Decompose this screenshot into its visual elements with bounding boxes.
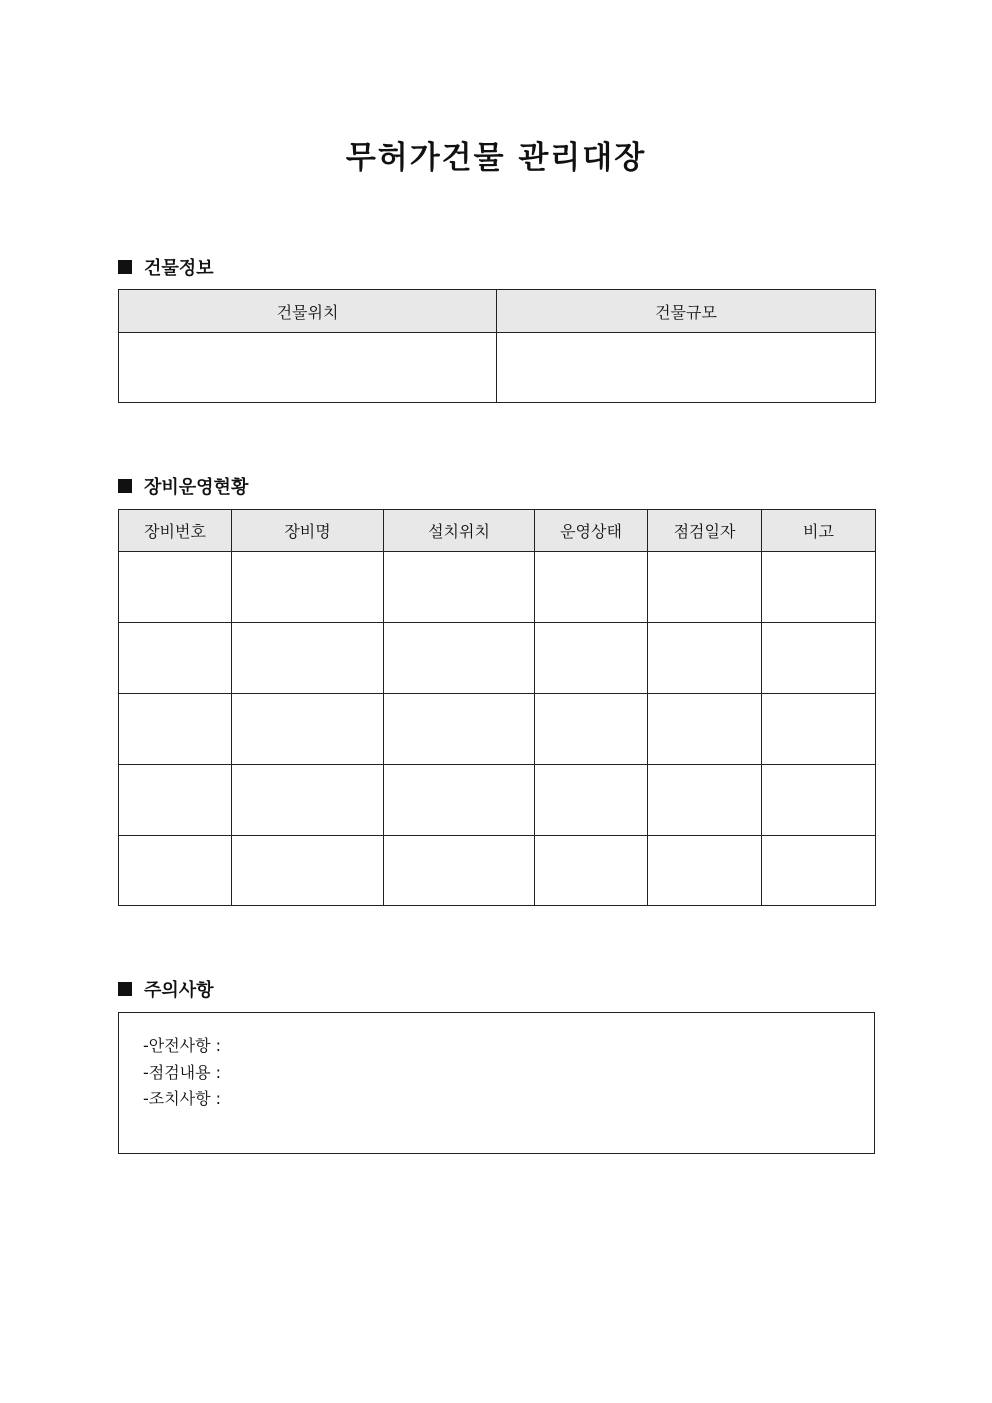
- table-cell[interactable]: [535, 623, 648, 694]
- header-building-scale: 건물규모: [497, 290, 876, 333]
- table-cell[interactable]: [119, 694, 232, 765]
- table-cell[interactable]: [762, 694, 876, 765]
- table-cell[interactable]: [232, 694, 384, 765]
- table-cell[interactable]: [648, 552, 762, 623]
- square-bullet-icon: [118, 260, 132, 274]
- notes-box[interactable]: [118, 1012, 875, 1154]
- table-cell[interactable]: [762, 623, 876, 694]
- table-row: [119, 552, 876, 623]
- header-equipment-number: 장비번호: [119, 510, 232, 552]
- table-row: [119, 836, 876, 906]
- header-operation-status: 운영상태: [535, 510, 648, 552]
- section-heading-notes: [118, 976, 214, 1002]
- table-cell[interactable]: [384, 836, 535, 906]
- square-bullet-icon: [118, 982, 132, 996]
- table-cell[interactable]: [762, 765, 876, 836]
- header-install-location: 설치위치: [384, 510, 535, 552]
- table-row: [119, 694, 876, 765]
- section-heading-label: 주의사항: [144, 980, 214, 1001]
- note-action: -조치사항 :: [143, 1089, 222, 1108]
- table-row: [119, 623, 876, 694]
- header-building-location: 건물위치: [119, 290, 497, 333]
- table-cell[interactable]: [384, 623, 535, 694]
- table-cell[interactable]: [535, 694, 648, 765]
- table-cell[interactable]: [119, 623, 232, 694]
- table-cell[interactable]: [232, 552, 384, 623]
- table-cell[interactable]: [648, 836, 762, 906]
- table-cell[interactable]: [648, 765, 762, 836]
- section-heading-label: 건물정보: [144, 258, 214, 279]
- table-cell[interactable]: [535, 552, 648, 623]
- table-cell[interactable]: [535, 765, 648, 836]
- table-cell[interactable]: [119, 836, 232, 906]
- square-bullet-icon: [118, 479, 132, 493]
- table-cell[interactable]: [648, 694, 762, 765]
- building-location-cell[interactable]: [119, 333, 497, 403]
- header-inspection-date: 점검일자: [648, 510, 762, 552]
- section-heading-building-info: [118, 254, 214, 280]
- table-cell[interactable]: [119, 552, 232, 623]
- table-cell[interactable]: [762, 552, 876, 623]
- table-cell[interactable]: [119, 765, 232, 836]
- table-cell[interactable]: [384, 765, 535, 836]
- table-cell[interactable]: [648, 623, 762, 694]
- table-cell[interactable]: [535, 836, 648, 906]
- table-cell[interactable]: [232, 765, 384, 836]
- header-equipment-name: 장비명: [232, 510, 384, 552]
- section-heading-equipment: [118, 473, 248, 499]
- table-cell[interactable]: [232, 623, 384, 694]
- note-inspection: -점검내용 :: [143, 1062, 222, 1082]
- table-cell[interactable]: [232, 836, 384, 906]
- section-heading-label: 장비운영현황: [144, 477, 249, 498]
- note-safety: -안전사항 :: [143, 1036, 222, 1055]
- table-cell[interactable]: [384, 694, 535, 765]
- table-cell[interactable]: [384, 552, 535, 623]
- table-row: [119, 765, 876, 836]
- building-info-table: [118, 289, 876, 403]
- document-title: 무허가건물 관리대장: [345, 140, 647, 176]
- table-cell[interactable]: [762, 836, 876, 906]
- building-scale-cell[interactable]: [497, 333, 876, 403]
- equipment-table: [118, 509, 876, 906]
- header-remarks: 비고: [762, 510, 876, 552]
